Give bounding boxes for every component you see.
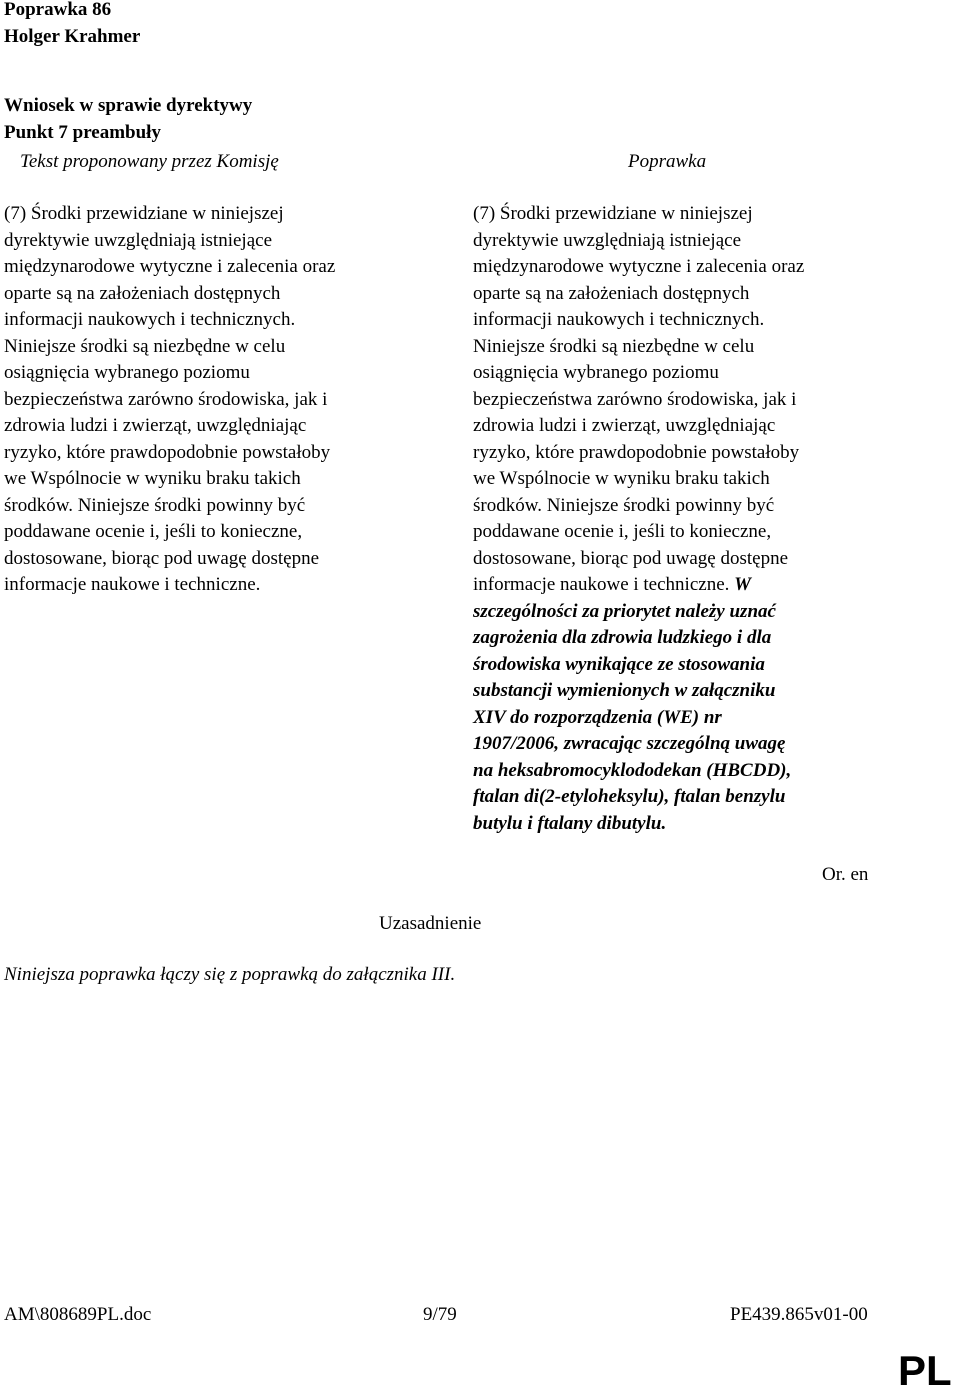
commission-text-heading: Tekst proponowany przez Komisję <box>20 151 279 172</box>
proposal-reference <box>4 93 252 146</box>
amendment-number: Poprawka 86 <box>4 0 112 20</box>
proposal-title: Wniosek w sprawie dyrektywy <box>4 95 253 116</box>
amendment-header <box>4 0 140 50</box>
amendment-author: Holger Krahmer <box>4 25 141 47</box>
justification-title: Uzasadnienie <box>379 913 482 934</box>
original-language: Or. en <box>822 864 869 885</box>
justification-text: Niniejsza poprawka łączy się z poprawką do załącznika III. <box>4 964 456 985</box>
proposal-recital: Punkt 7 preambuły <box>4 121 161 143</box>
amendment-heading: Poprawka <box>628 151 707 172</box>
footer-reference: PE439.865v01-00 <box>730 1304 868 1325</box>
amendment-text <box>473 201 893 837</box>
footer-page-number: 9/79 <box>423 1304 457 1325</box>
amendment-text-unchanged: (7) Środki przewidziane w niniejszej dyrektywie uwzględniają istniejące międzynarodowe wytyczne i zalecenia oraz oparte są na założeniach dostępnych informacji naukowych i technicznych. Niniejsze środki są niezbędne w celu osiągnięcia wybranego poziomu bezpieczeństwa zarówno środowiska, jak i zdrowia ludzi i zwierząt, uwzględniając ryzyko, które prawdopodobnie powstałoby we Wspólnocie w wyniku braku takich środków. Niniejsze środki powinny być poddawane ocenie i, jeśli to konieczne, dostosowane, biorąc pod uwagę dostępne informacje naukowe i techniczne. <box>473 203 805 595</box>
amendment-text-added: W szczególności za priorytet należy uznać zagrożenia dla zdrowia ludzkiego i dla środowiska wynikające ze stosowania substancji wymienionych w załączniku XIV do rozporządzenia (WE) nr 1907/2006, zwracając szczególną uwagę na heksabromocyklododekan (HBCDD), ftalan di(2-etyloheksylu), ftalan benzylu butylu i ftalany dibutylu. <box>473 574 792 834</box>
footer-document-id: AM\808689PL.doc <box>4 1304 152 1325</box>
language-mark: PL <box>898 1347 952 1394</box>
commission-text: (7) Środki przewidziane w niniejszej dyrektywie uwzględniają istniejące międzynarodowe wytyczne i zalecenia oraz oparte są na założeniach dostępnych informacji naukowych i technicznych. Niniejsze środki są niezbędne w celu osiągnięcia wybranego poziomu bezpieczeństwa zarówno środowiska, jak i zdrowia ludzi i zwierząt, uwzględniając ryzyko, które prawdopodobnie powstałoby we Wspólnocie w wyniku braku takich środków. Niniejsze środki powinny być poddawane ocenie i, jeśli to konieczne, dostosowane, biorąc pod uwagę dostępne informacje naukowe i techniczne. <box>4 203 336 595</box>
